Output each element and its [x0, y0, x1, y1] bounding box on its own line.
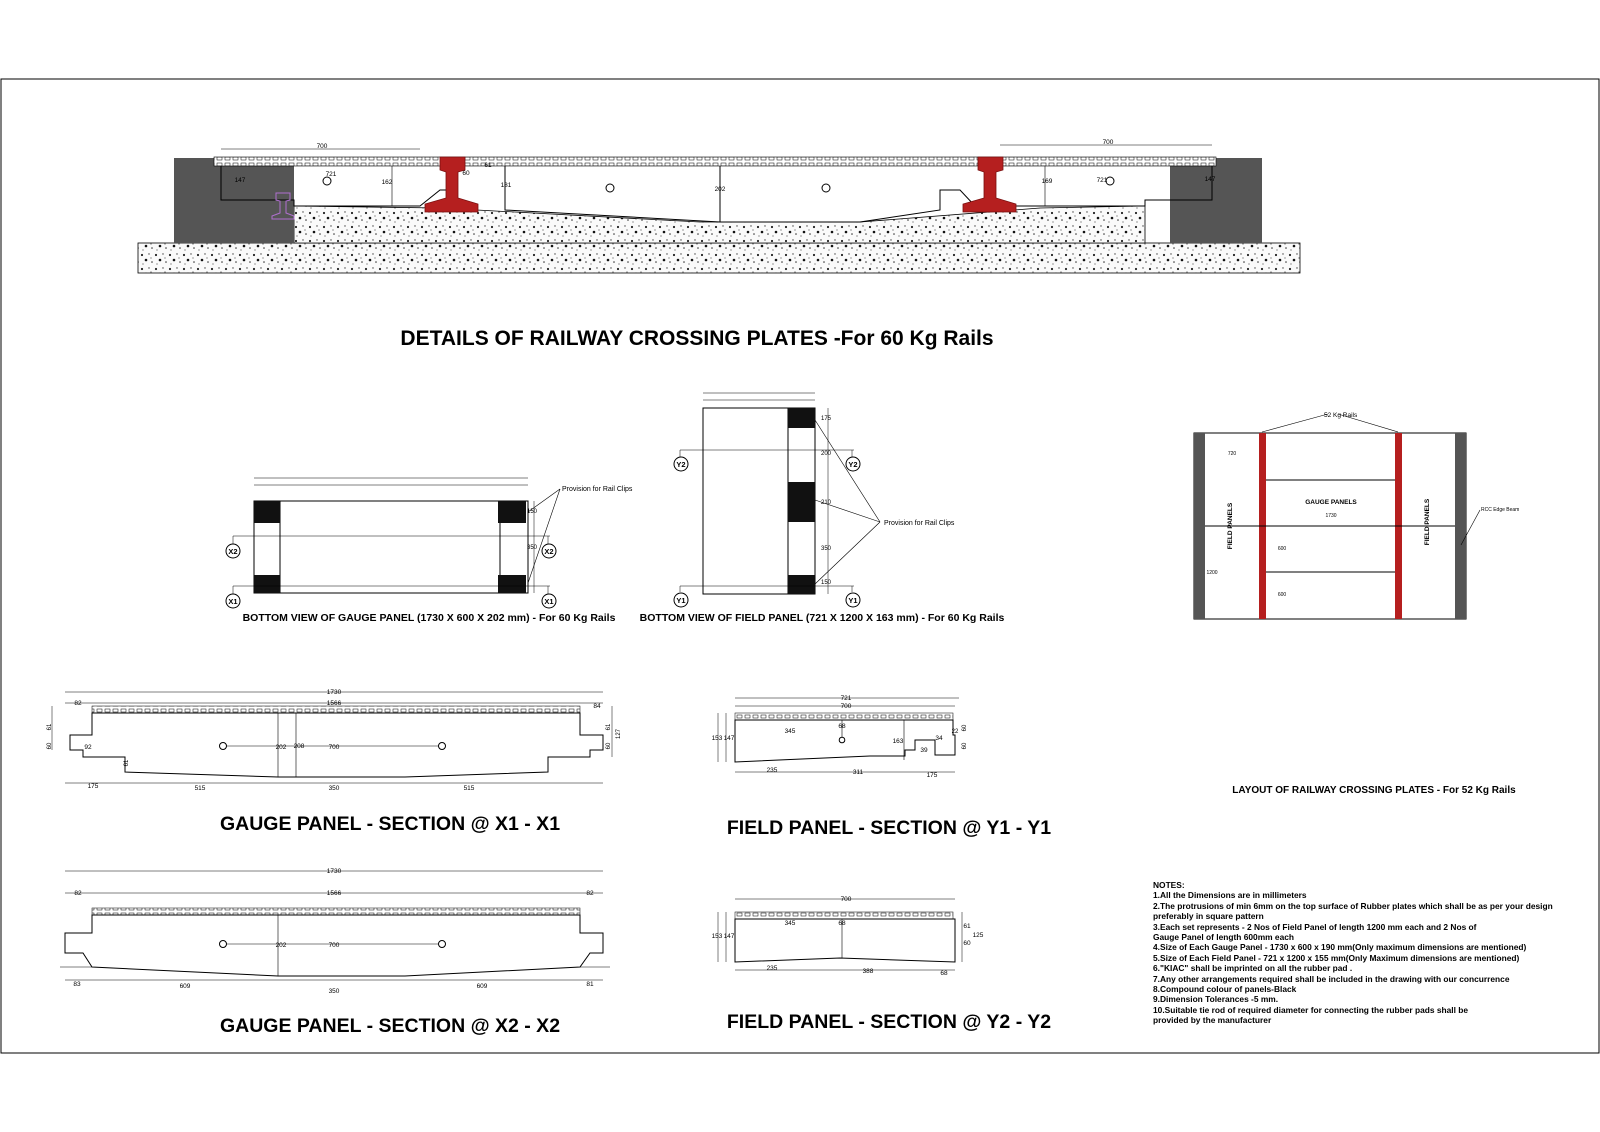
dim-147-left: 147 — [234, 177, 246, 184]
y2-dim-61: 61 — [963, 923, 971, 930]
field-block-top — [788, 408, 815, 428]
field-bottom-dim-200: 200 — [820, 451, 832, 457]
x2-dim-82a: 82 — [74, 890, 82, 897]
field-y1-title: FIELD PANEL - SECTION @ Y1 - Y1 — [726, 817, 1052, 839]
y2-dim-68: 68 — [838, 920, 846, 927]
y1-dim-60b: 60 — [962, 742, 968, 750]
dim-181: 181 — [500, 182, 512, 189]
x1-dim-1730: 1730 — [326, 689, 342, 696]
marker-y1-right: Y1 — [848, 596, 858, 605]
y2-dim-235: 235 — [766, 965, 778, 972]
x1-dim-350: 350 — [328, 785, 340, 792]
y1-dim-311: 311 — [852, 769, 864, 776]
y1-dim-39: 39 — [920, 747, 928, 754]
note-line: 1.All the Dimensions are in millimeters — [1153, 890, 1307, 901]
x1-dim-515a: 515 — [194, 785, 206, 792]
x1-dim-h61b: 61 — [606, 723, 612, 731]
x2-dim-700: 700 — [328, 942, 340, 949]
top-cross-section — [138, 139, 1300, 273]
gauge-x2-title: GAUGE PANEL - SECTION @ X2 - X2 — [219, 1015, 561, 1037]
marker-y2-left: Y2 — [676, 460, 686, 469]
x1-dim-h61: 61 — [47, 723, 53, 731]
y1-dim-22: 22 — [951, 729, 959, 735]
note-line: preferably in square pattern — [1153, 911, 1264, 922]
note-line: 9.Dimension Tolerances -5 mm. — [1153, 994, 1279, 1005]
marker-x1-left: X1 — [228, 597, 238, 606]
y2-dim-700: 700 — [840, 896, 852, 903]
dim-700-right: 700 — [1102, 139, 1114, 146]
layout-rails-label: 52 Kg Rails — [1324, 412, 1358, 419]
dim-61: 61 — [484, 162, 492, 169]
note-line: 3.Each set represents - 2 Nos of Field Panel of length 1200 mm each and 2 Nos of — [1153, 921, 1477, 932]
y1-dim-721: 721 — [840, 695, 852, 702]
note-line: 2.The protrusions of min 6mm on the top surface of Rubber plates which shall be as per your design — [1153, 900, 1553, 911]
layout-dim-600a: 600 — [1277, 546, 1287, 552]
x2-dim-350: 350 — [328, 988, 340, 995]
clip-block-tl — [254, 501, 280, 523]
x2-dim-202: 202 — [275, 942, 287, 949]
x1-dim-175: 175 — [87, 783, 99, 790]
dim-700-left: 700 — [316, 143, 328, 150]
y2-dim-60: 60 — [963, 940, 971, 947]
clip-block-br — [498, 575, 526, 593]
base-concrete — [138, 243, 1300, 273]
y1-dim-34: 34 — [935, 735, 943, 742]
note-line: 8.Compound colour of panels-Black — [1153, 984, 1297, 995]
layout-caption: LAYOUT OF RAILWAY CROSSING PLATES - For 52 Kg Rails — [1232, 785, 1516, 796]
y1-dim-163: 163 — [892, 738, 904, 745]
gauge-bottom-dim-150: 150 — [526, 509, 538, 515]
x1-dim-h127: 127 — [616, 728, 622, 740]
layout-dim-1730: 1730 — [1325, 513, 1337, 519]
x1-dim-84: 84 — [593, 703, 601, 710]
x1-dim-208: 208 — [293, 743, 305, 750]
y2-dim-345: 345 — [784, 920, 796, 927]
layout-edge-left — [1194, 433, 1205, 619]
field-section-y1 — [712, 695, 1052, 839]
field-bottom-dim-150: 150 — [820, 580, 832, 586]
field-bottom-caption: BOTTOM VIEW OF FIELD PANEL (721 X 1200 X 163 mm) - For 60 Kg Rails — [639, 612, 1005, 624]
x1-dim-h60: 60 — [47, 742, 53, 750]
x1-dim-515b: 515 — [463, 785, 475, 792]
marker-x2-left: X2 — [228, 547, 238, 556]
y2-dim-388: 388 — [862, 968, 874, 975]
y1-dim-175: 175 — [926, 772, 938, 779]
y1-dim-147: 147 — [723, 735, 735, 742]
x1-dim-202: 202 — [275, 744, 287, 751]
dim-202: 202 — [714, 186, 726, 193]
gauge-section-x2 — [60, 868, 610, 1037]
dim-147-right: 147 — [1204, 176, 1216, 183]
y2-dim-153: 153 — [711, 933, 723, 940]
field-bottom-dim-350: 350 — [820, 546, 832, 552]
note-line: provided by the manufacturer — [1153, 1015, 1272, 1026]
y1-dim-68: 68 — [838, 723, 846, 730]
gauge-callout: Provision for Rail Clips — [562, 486, 633, 493]
x2-dim-609a: 609 — [179, 983, 191, 990]
gauge-bottom-caption: BOTTOM VIEW OF GAUGE PANEL (1730 X 600 X 202 mm) - For 60 Kg Rails — [242, 612, 616, 624]
field-y2-title: FIELD PANEL - SECTION @ Y2 - Y2 — [726, 1011, 1052, 1033]
y2-dim-147: 147 — [723, 933, 735, 940]
gauge-x1-title: GAUGE PANEL - SECTION @ X1 - X1 — [219, 813, 561, 835]
note-line: 6."KIAC" shall be imprinted on all the rubber pad . — [1153, 963, 1353, 974]
notes-heading: NOTES: — [1153, 880, 1185, 890]
y1-dim-700: 700 — [840, 703, 852, 710]
y1-dim-235: 235 — [766, 767, 778, 774]
note-line: 10.Suitable tie rod of required diameter for connecting the rubber pads shall be — [1153, 1004, 1469, 1015]
main-title: DETAILS OF RAILWAY CROSSING PLATES -For 60 Kg Rails — [400, 327, 994, 350]
gauge-section-x1 — [47, 689, 622, 835]
x1-dim-1566: 1566 — [326, 700, 342, 707]
y1-dim-60a: 60 — [962, 724, 968, 732]
note-line: 5.Size of Each Field Panel - 721 x 1200 x 155 mm(Only Maximum dimensions are mentioned) — [1153, 952, 1520, 963]
field-bottom-dim-210: 210 — [820, 500, 832, 506]
layout-dim-1200: 1200 — [1206, 570, 1218, 576]
note-line: 7.Any other arrangements required shall be included in the drawing with our concurrence — [1153, 973, 1510, 984]
gauge-bottom-dim-350: 350 — [526, 545, 538, 551]
marker-y1-left: Y1 — [676, 596, 686, 605]
x2-dim-1730: 1730 — [326, 868, 342, 875]
x1-dim-61: 61 — [124, 759, 130, 767]
field-bottom-dim-175: 175 — [820, 416, 832, 422]
note-line: 4.Size of Each Gauge Panel - 1730 x 600 x 190 mm(Only maximum dimensions are mentioned) — [1153, 942, 1527, 953]
x2-dim-1566: 1566 — [326, 890, 342, 897]
field-callout: Provision for Rail Clips — [884, 520, 955, 527]
layout-field-left: FIELD PANELS — [1227, 502, 1234, 550]
clip-block-bl — [254, 575, 280, 593]
layout-plan — [1194, 412, 1519, 796]
x1-dim-700: 700 — [328, 744, 340, 751]
marker-y2-right: Y2 — [848, 460, 858, 469]
field-bottom-view — [640, 393, 1005, 624]
layout-edge-right — [1455, 433, 1466, 619]
dim-721-right: 721 — [1096, 177, 1108, 184]
x2-dim-81: 81 — [586, 981, 594, 988]
layout-field-right: FIELD PANELS — [1424, 498, 1431, 546]
x2-dim-83: 83 — [73, 981, 81, 988]
dim-162: 162 — [381, 179, 393, 186]
x2-dim-82b: 82 — [586, 890, 594, 897]
x1-dim-92: 92 — [84, 744, 92, 751]
y2-dim-125: 125 — [972, 932, 984, 939]
field-block-mid — [788, 482, 815, 522]
layout-dim-720: 720 — [1227, 451, 1237, 457]
note-line: Gauge Panel of length 600mm each — [1153, 932, 1295, 943]
gauge-bottom-view — [226, 478, 633, 624]
dim-721-left: 721 — [325, 171, 337, 178]
layout-dim-600b: 600 — [1277, 592, 1287, 598]
dim-60: 60 — [462, 170, 470, 177]
field-block-bot — [788, 575, 815, 594]
layout-edge-beam-label: RCC Edge Beam — [1481, 507, 1520, 513]
x1-dim-82: 82 — [74, 700, 82, 707]
notes-block — [1153, 880, 1593, 1026]
y1-dim-345: 345 — [784, 728, 796, 735]
marker-x2-right: X2 — [544, 547, 554, 556]
y2-dim-68b: 68 — [940, 970, 948, 977]
x1-dim-h60b: 60 — [606, 742, 612, 750]
dim-169: 169 — [1041, 178, 1053, 185]
field-section-y2 — [712, 896, 1052, 1033]
y1-dim-153: 153 — [711, 735, 723, 742]
clip-block-tr — [498, 501, 526, 523]
layout-gauge-label: GAUGE PANELS — [1305, 499, 1357, 506]
x2-dim-609b: 609 — [476, 983, 488, 990]
marker-x1-right: X1 — [544, 597, 554, 606]
